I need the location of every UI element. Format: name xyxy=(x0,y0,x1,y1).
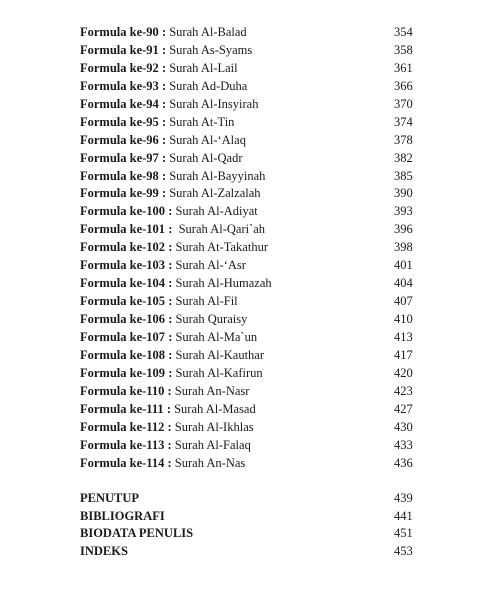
toc-entry-separator: : xyxy=(165,204,176,219)
toc-entry-separator: : xyxy=(165,294,176,309)
toc-entry-title: Surah Al-Falaq xyxy=(174,437,251,452)
toc-entry-label: Formula ke-106 xyxy=(80,312,166,326)
toc-back-entry-page-number: 451 xyxy=(394,526,413,541)
toc-entry xyxy=(80,185,420,203)
toc-entry-title: Surah An-Nasr xyxy=(174,383,250,398)
toc-entry-separator: : xyxy=(164,419,175,434)
toc-entry-separator: : xyxy=(165,276,176,291)
toc-entry xyxy=(80,203,420,221)
toc-entry-label: Formula ke-96 xyxy=(80,132,159,147)
toc-back-entry-label: INDEKS xyxy=(80,544,128,559)
toc-entry-separator: : xyxy=(165,222,179,237)
toc-entry-title: Surah At-Tin xyxy=(169,114,235,129)
toc-entry-label: Formula ke-92 xyxy=(80,60,159,75)
toc-entry-label: Formula ke-105 xyxy=(80,294,166,309)
toc-entry-page-number: 420 xyxy=(394,365,413,380)
toc-entry-separator: : xyxy=(165,258,176,273)
toc-entry-title: Surah An-Nas xyxy=(174,455,246,470)
toc-back-entry-page-number: 439 xyxy=(394,491,413,505)
toc-entry xyxy=(80,347,420,365)
toc-back-entry xyxy=(80,490,420,508)
toc-entry-title: Surah Al-Ma`un xyxy=(175,329,258,344)
toc-entry xyxy=(80,114,420,132)
toc-entry xyxy=(80,401,420,419)
toc-entry-separator: : xyxy=(165,347,176,362)
toc-entry-page-number: 404 xyxy=(394,276,413,291)
toc-entry xyxy=(80,78,420,96)
toc-entry-page-number: 398 xyxy=(394,240,413,255)
toc-entry xyxy=(80,311,420,329)
toc-entry-page-number: 385 xyxy=(394,168,413,183)
table-of-contents-back-matter xyxy=(80,490,420,561)
toc-entry-label: Formula ke-100 xyxy=(80,204,166,219)
toc-entry-page-number: 361 xyxy=(394,60,413,75)
toc-entry-page-number: 396 xyxy=(394,222,413,237)
toc-entry-label: Formula ke-95 xyxy=(80,114,159,129)
toc-entry-label: Formula ke-111 xyxy=(80,401,164,416)
table-of-contents-formulas xyxy=(80,24,420,472)
toc-entry-separator: : xyxy=(158,168,170,183)
toc-back-entry xyxy=(80,508,420,526)
toc-entry xyxy=(80,329,420,347)
toc-entry-label: Formula ke-114 xyxy=(80,455,165,470)
toc-entry-label: Formula ke-97 xyxy=(80,150,159,165)
toc-back-entry-label: BIBLIOGRAFI xyxy=(80,508,165,523)
toc-entry-separator: : xyxy=(165,240,176,255)
toc-entry-separator: : xyxy=(165,312,176,326)
toc-entry-title: Surah Al-Masad xyxy=(174,401,256,416)
toc-entry-label: Formula ke-112 xyxy=(80,419,165,434)
toc-entry-separator: : xyxy=(158,96,170,111)
toc-entry-page-number: 410 xyxy=(394,312,413,326)
toc-entry-page-number: 401 xyxy=(394,258,413,273)
toc-entry-page-number: 382 xyxy=(394,150,413,165)
toc-entry-title: Surah Al-Bayyinah xyxy=(169,168,266,183)
toc-entry-title: Surah Al-Qari`ah xyxy=(178,222,266,237)
toc-back-entry-page-number: 453 xyxy=(394,544,413,559)
toc-entry xyxy=(80,383,420,401)
toc-entry-title: Surah Al-Zalzalah xyxy=(169,186,261,201)
toc-entry-title: Surah Al-‘Asr xyxy=(175,258,246,273)
toc-back-entry-label: PENUTUP xyxy=(80,491,140,505)
toc-entry xyxy=(80,455,420,473)
toc-entry-separator: : xyxy=(163,401,175,416)
toc-back-entry xyxy=(80,525,420,543)
toc-entry xyxy=(80,132,420,150)
toc-entry-page-number: 366 xyxy=(394,78,413,93)
toc-entry-page-number: 354 xyxy=(394,25,413,39)
toc-entry-separator: : xyxy=(158,150,170,165)
toc-entry-page-number: 413 xyxy=(394,329,413,344)
toc-entry-title: Surah As-Syams xyxy=(169,42,253,57)
toc-back-entry-page-number: 441 xyxy=(394,508,413,523)
toc-entry-label: Formula ke-110 xyxy=(80,383,165,398)
toc-entry-title: Surah Al-Lail xyxy=(169,60,238,75)
toc-entry-page-number: 393 xyxy=(394,204,413,219)
toc-entry xyxy=(80,96,420,114)
toc-entry-page-number: 374 xyxy=(394,114,413,129)
toc-entry-separator: : xyxy=(158,114,170,129)
toc-entry-page-number: 370 xyxy=(394,96,413,111)
toc-entry-title: Surah Al-Fil xyxy=(175,294,238,309)
toc-entry xyxy=(80,60,420,78)
toc-entry-separator: : xyxy=(158,78,170,93)
toc-entry xyxy=(80,419,420,437)
toc-entry-title: Surah At-Takathur xyxy=(175,240,268,255)
toc-entry-title: Surah Al-Ikhlas xyxy=(174,419,254,434)
toc-entry-title: Surah Quraisy xyxy=(175,312,248,326)
toc-entry-page-number: 378 xyxy=(394,132,413,147)
toc-entry xyxy=(80,150,420,168)
toc-entry-page-number: 427 xyxy=(394,401,413,416)
toc-entry-page-number: 407 xyxy=(394,294,413,309)
toc-entry-label: Formula ke-107 xyxy=(80,329,166,344)
toc-entry xyxy=(80,221,420,239)
toc-entry-page-number: 358 xyxy=(394,42,413,57)
toc-entry-title: Surah Al-Adiyat xyxy=(175,204,258,219)
toc-entry-title: Surah Al-Insyirah xyxy=(169,96,259,111)
toc-entry-title: Surah Al-‘Alaq xyxy=(169,132,246,147)
toc-entry-label: Formula ke-104 xyxy=(80,276,166,291)
toc-entry-separator: : xyxy=(165,329,176,344)
toc-entry xyxy=(80,239,420,257)
toc-entry-label: Formula ke-98 xyxy=(80,168,159,183)
toc-entry xyxy=(80,257,420,275)
toc-entry-title: Surah Al-Kauthar xyxy=(175,347,265,362)
toc-entry-title: Surah Al-Humazah xyxy=(175,276,272,291)
toc-entry-page-number: 423 xyxy=(394,383,413,398)
toc-entry-page-number: 433 xyxy=(394,437,413,452)
toc-entry-label: Formula ke-103 xyxy=(80,258,166,273)
toc-entry-separator: : xyxy=(158,60,170,75)
toc-entry-label: Formula ke-94 xyxy=(80,96,159,111)
toc-entry xyxy=(80,365,420,383)
toc-entry-separator: : xyxy=(164,455,175,470)
toc-entry xyxy=(80,293,420,311)
toc-entry-title: Surah Al-Kafirun xyxy=(175,365,263,380)
toc-entry-title: Surah Al-Balad xyxy=(169,25,247,39)
toc-entry-label: Formula ke-93 xyxy=(80,78,159,93)
toc-entry-page-number: 430 xyxy=(394,419,413,434)
toc-entry-separator: : xyxy=(158,25,170,39)
toc-entry-label: Formula ke-99 xyxy=(80,186,159,201)
toc-entry-separator: : xyxy=(158,42,170,57)
toc-entry-label: Formula ke-91 xyxy=(80,42,159,57)
toc-back-entry-label: BIODATA PENULIS xyxy=(80,526,194,541)
toc-entry-page-number: 390 xyxy=(394,186,413,201)
toc-entry-label: Formula ke-108 xyxy=(80,347,166,362)
toc-entry xyxy=(80,168,420,186)
toc-entry-label: Formula ke-102 xyxy=(80,240,166,255)
toc-entry-page-number: 436 xyxy=(394,455,413,470)
toc-entry-separator: : xyxy=(158,186,170,201)
toc-entry-separator: : xyxy=(158,132,170,147)
toc-entry xyxy=(80,42,420,60)
toc-entry-page-number: 417 xyxy=(394,347,413,362)
toc-entry-label: Formula ke-101 xyxy=(80,222,166,237)
toc-entry-separator: : xyxy=(164,437,175,452)
toc-entry-separator: : xyxy=(165,365,176,380)
toc-entry-separator: : xyxy=(164,383,175,398)
toc-entry xyxy=(80,275,420,293)
toc-entry-label: Formula ke-109 xyxy=(80,365,166,380)
toc-entry xyxy=(80,24,420,42)
toc-entry-title: Surah Ad-Duha xyxy=(169,78,248,93)
toc-entry-label: Formula ke-90 xyxy=(80,25,159,39)
toc-entry xyxy=(80,437,420,455)
toc-entry-label: Formula ke-113 xyxy=(80,437,165,452)
toc-back-entry xyxy=(80,543,420,561)
toc-entry-title: Surah Al-Qadr xyxy=(169,150,243,165)
